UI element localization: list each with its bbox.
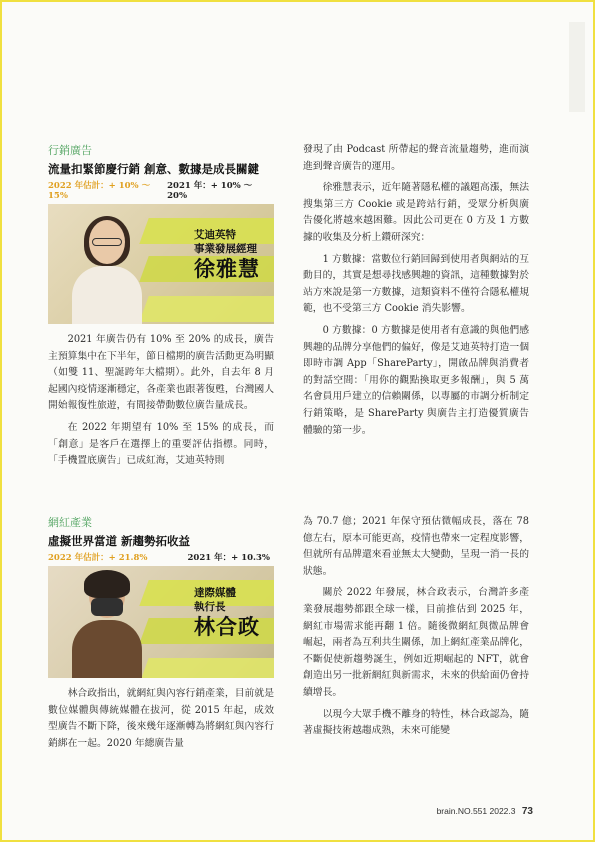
estimate-2021: 2021 年：+ 10.3% <box>187 553 270 563</box>
company-name: 達際媒體 <box>194 587 236 599</box>
portrait-photo <box>48 204 274 324</box>
estimate-2021: 2021 年：+ 10% ～ 20% <box>167 181 253 201</box>
paragraph: 林合政指出，就網紅與內容行銷產業，目前就是數位媒體與傳統媒體在拔河，從 2015 年起，成效型廣告不斷下降，後來幾年逐漸轉為將網紅與內容行銷綁在一起。2020 年總廣告量 <box>48 688 274 749</box>
section-kicker: 行銷廣告 <box>48 144 92 157</box>
paragraph: 在 2022 年期望有 10% 至 15% 的成長，而「創意」是客戶在選擇上的重要評估指標。同時，「手機置底廣告」已成紅海，艾迪英特則 <box>48 421 274 467</box>
growth-estimates <box>48 179 274 201</box>
paragraph: 以現今大眾手機不離身的特性，林合政認為，隨著虛擬技術越趨成熟，未來可能變 <box>303 708 529 737</box>
growth-estimates <box>48 551 274 563</box>
job-title: 執行長 <box>194 601 226 613</box>
page-number: 73 <box>521 806 533 817</box>
company-name: 艾迪英特 <box>194 229 236 241</box>
page-footer <box>437 806 533 817</box>
paragraph: 為 70.7 億；2021 年保守預估微幅成長，落在 78 億左右，原本可能更高，疫情也帶來一定程度影響，但就所有品牌還來看並無太大變動，呈現一消一長的狀態。 <box>303 516 529 577</box>
paragraph: 2021 年廣告仍有 10% 至 20% 的成長，廣告主預算集中在下半年，節日檔期的廣告活動更為明顯（如雙 11、聖誕跨年大檔期）。此外，自去年 8 月起國內疫情逐漸穩定，各產業也跟著復甦，台灣國人開始報復性旅遊，有間接帶動數位廣告量成長。 <box>48 334 274 412</box>
right-column <box>303 142 529 444</box>
nameplate <box>194 586 260 640</box>
section-headline: 流量扣緊節慶行銷 創意、數據是成長關鍵 <box>48 162 260 176</box>
left-body-text <box>48 332 274 470</box>
left-column <box>48 514 274 757</box>
job-title: 事業發展經理 <box>194 243 257 255</box>
left-body-text <box>48 686 274 752</box>
estimate-2022: 2022 年估計：+ 21.8% <box>48 553 148 563</box>
paragraph: 徐雅慧表示，近年隨著隱私權的議題高漲，無法搜集第三方 Cookie 或是跨站行銷，受眾分析與廣告優化將越來越困難。因此公司更在 0 方及 1 方數據的收集及分析上鑽研深究： <box>303 182 529 243</box>
issue-info: brain.NO.551 2022.3 <box>436 806 516 816</box>
person-name: 林合政 <box>194 614 260 639</box>
person-illustration <box>72 568 142 678</box>
nameplate <box>194 228 260 282</box>
person-name: 徐雅慧 <box>194 256 260 281</box>
article-section-influencer <box>2 514 595 814</box>
person-illustration <box>72 214 142 324</box>
section-kicker: 網紅產業 <box>48 516 92 529</box>
estimate-2022: 2022 年估計：+ 10% ～ 15% <box>48 181 151 201</box>
left-column <box>48 142 274 475</box>
paragraph: 發現了由 Podcast 所帶起的聲音流量趨勢，進而演進到聲音廣告的運用。 <box>303 144 529 172</box>
paragraph: 1 方數據：當數位行銷回歸到使用者與網站的互動目的，其實是想尋找感興趣的資訊，這種數據對於站方來說是第一方數據，這類資料不僅符合隱私權規範，也不受第三方 Cookie 消失影響。 <box>303 253 529 315</box>
portrait-photo <box>48 566 274 678</box>
paragraph: 0 方數據：0 方數據是使用者有意識的與他們感興趣的品牌分享他們的偏好，像是艾迪英特打造一個即時市調 App「ShareParty」，開啟品牌與消費者的對話空間：「用你的觀點換取更多報酬」，與 5 萬名會員用戶建立的信賴關係，以專屬的市調分析制定行銷策略，是 ShareParty 與廣告主打造優質廣告體驗的第一步。 <box>303 324 529 436</box>
page-edge-tab <box>569 22 585 112</box>
right-column <box>303 514 529 745</box>
paragraph: 關於 2022 年發展，林合政表示，台灣許多產業發展趨勢都跟全球一樣，目前推估到 2025 年，網紅市場需求能再翻 1 倍。隨後微網紅與微品牌會崛起，兩者為互利共生關係，加上網紅產業品牌化，不斷促使新趨勢誕生，例如近期崛起的 NFT，就會創造出另一批新網紅與新需求，未來的供給面仍會持續增長。 <box>303 587 529 698</box>
section-headline: 虛擬世界當道 新趨勢拓收益 <box>48 534 191 548</box>
article-section-advertising <box>2 142 595 492</box>
